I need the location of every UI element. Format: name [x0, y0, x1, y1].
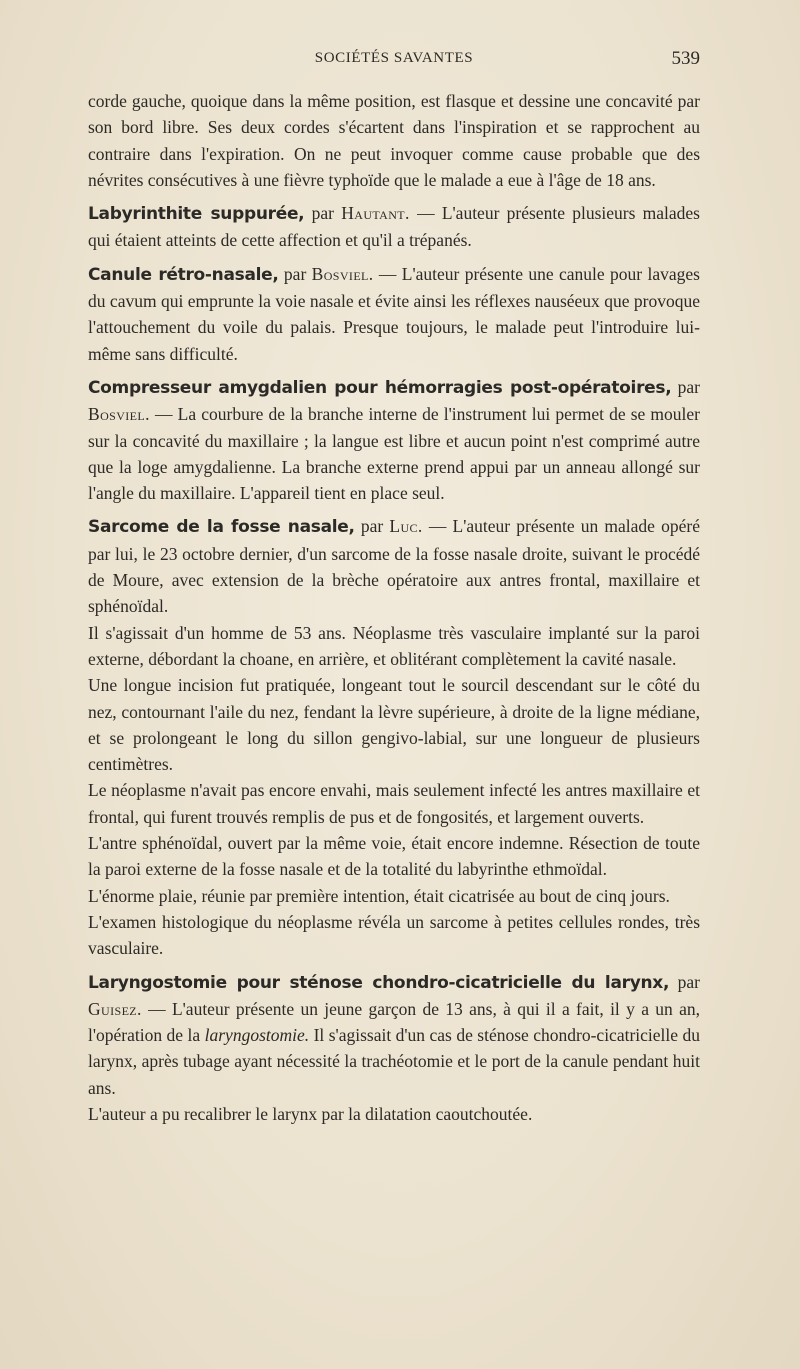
- section-lead: par: [304, 203, 342, 224]
- section-lead: par: [278, 263, 312, 284]
- section-lead: par: [669, 971, 700, 992]
- section-paragraph: [88, 513, 700, 619]
- section-lead: par: [354, 516, 390, 537]
- section-paragraph: [88, 200, 700, 254]
- section-heading: Canule rétro-nasale,: [88, 264, 279, 285]
- section-heading: Sarcome de la fosse nasale,: [88, 517, 355, 538]
- section-author: Luc.: [389, 516, 423, 537]
- section-paragraph: [88, 969, 700, 1101]
- page-number: 539: [671, 48, 700, 69]
- section-paragraph: Le néoplasme n'avait pas encore envahi, mais seulement infecté les antres maxillaire et frontal, qui furent trouvés remplis de pus et de fongosités, et largement ouverts.: [88, 780, 700, 827]
- section-sarcome: [88, 513, 700, 961]
- section-compresseur: [88, 374, 700, 506]
- running-title: SOCIÉTÉS SAVANTES: [314, 50, 474, 66]
- page-header: [88, 48, 700, 74]
- section-author: Bosviel.: [311, 263, 374, 284]
- section-lead: par: [671, 376, 700, 397]
- section-author: Hautant.: [341, 203, 410, 224]
- section-canule: [88, 261, 700, 367]
- section-text: — L'auteur présente plusieurs malades qui étaient atteints de cette affection et qu'il a trépanés.: [88, 203, 700, 251]
- section-paragraph: L'auteur a pu recalibrer le larynx par la dilatation caoutchoutée.: [88, 1103, 533, 1124]
- section-heading: Laryngostomie pour sténose chondro-cicatricielle du larynx,: [88, 972, 670, 993]
- section-text: Il s'agissait d'un cas de sténose chondro-cicatricielle du larynx, après tubage ayant nécessité la trachéotomie et le port de la canule pendant huit ans.: [88, 1025, 700, 1098]
- page-body: [88, 88, 700, 1127]
- section-author: Bosviel.: [88, 404, 150, 425]
- section-labyrinthite: [88, 200, 700, 254]
- section-paragraph: L'examen histologique du néoplasme révéla un sarcome à petites cellules rondes, très vasculaire.: [88, 911, 700, 959]
- section-paragraph: [88, 374, 700, 506]
- section-text: — L'auteur présente un malade opéré par lui, le 23 octobre dernier, d'un sarcome de la fosse nasale droite, suivant le procédé de Moure, avec extension de la brèche opératoire aux antres frontal, maxillaire et sphénoïdal.: [88, 516, 700, 617]
- section-paragraph: Une longue incision fut pratiquée, longeant tout le sourcil descendant sur le côté du nez, contournant l'aile du nez, fendant la lèvre supérieure, à droite de la ligne médiane, et se prolongeant le long du sillon gengivo-labial, sur une longueur de plusieurs centimètres.: [88, 675, 700, 775]
- intro-section: [88, 88, 700, 193]
- section-text: — L'auteur présente une canule pour lavages du cavum qui emprunte la voie nasale et évite ainsi les réflexes nauséeux que provoque l'attouchement du voile du palais. Presque toujours, le malade peut l'introduire lui-même sans difficulté.: [88, 263, 700, 364]
- section-paragraph: L'énorme plaie, réunie par première intention, était cicatrisée au bout de cinq jours.: [88, 885, 670, 906]
- section-paragraph: L'antre sphénoïdal, ouvert par la même voie, était encore indemne. Résection de toute la paroi externe de la fosse nasale et de la totalité du labyrinthe ethmoïdal.: [88, 833, 700, 880]
- section-paragraph: Il s'agissait d'un homme de 53 ans. Néoplasme très vasculaire implanté sur la paroi externe, débordant la choane, en arrière, et oblitérant complètement la cavité nasale.: [88, 622, 700, 669]
- intro-paragraph: corde gauche, quoique dans la même position, est flasque et dessine une concavité par son bord libre. Ses deux cordes s'écartent dans l'inspiration et se rapprochent au contraire dans l'expiration. On ne peut invoquer comme cause probable que des névrites consécutives à une fièvre typhoïde que le malade a eue à l'âge de 18 ans.: [88, 91, 700, 190]
- section-author: Guisez.: [88, 998, 142, 1019]
- section-text: — La courbure de la branche interne de l'instrument lui permet de se mouler sur la concavité du maxillaire ; la langue est libre et aucun point n'est comprimé autre que la loge amygdalienne. La branche externe prend appui par un anneau allongé sur l'angle du maxillaire. L'appareil tient en place seul.: [88, 404, 700, 504]
- section-laryngostomie: [88, 969, 700, 1128]
- section-emphasis: laryngostomie.: [204, 1025, 310, 1046]
- section-text: — L'auteur présente un jeune garçon de 13 ans, à qui il a fait, il y a un an, l'opération de la: [88, 998, 700, 1046]
- section-heading: Compresseur amygdalien pour hémorragies post-opératoires,: [88, 377, 672, 398]
- section-heading: Labyrinthite suppurée,: [88, 204, 305, 225]
- section-paragraph: [88, 261, 700, 367]
